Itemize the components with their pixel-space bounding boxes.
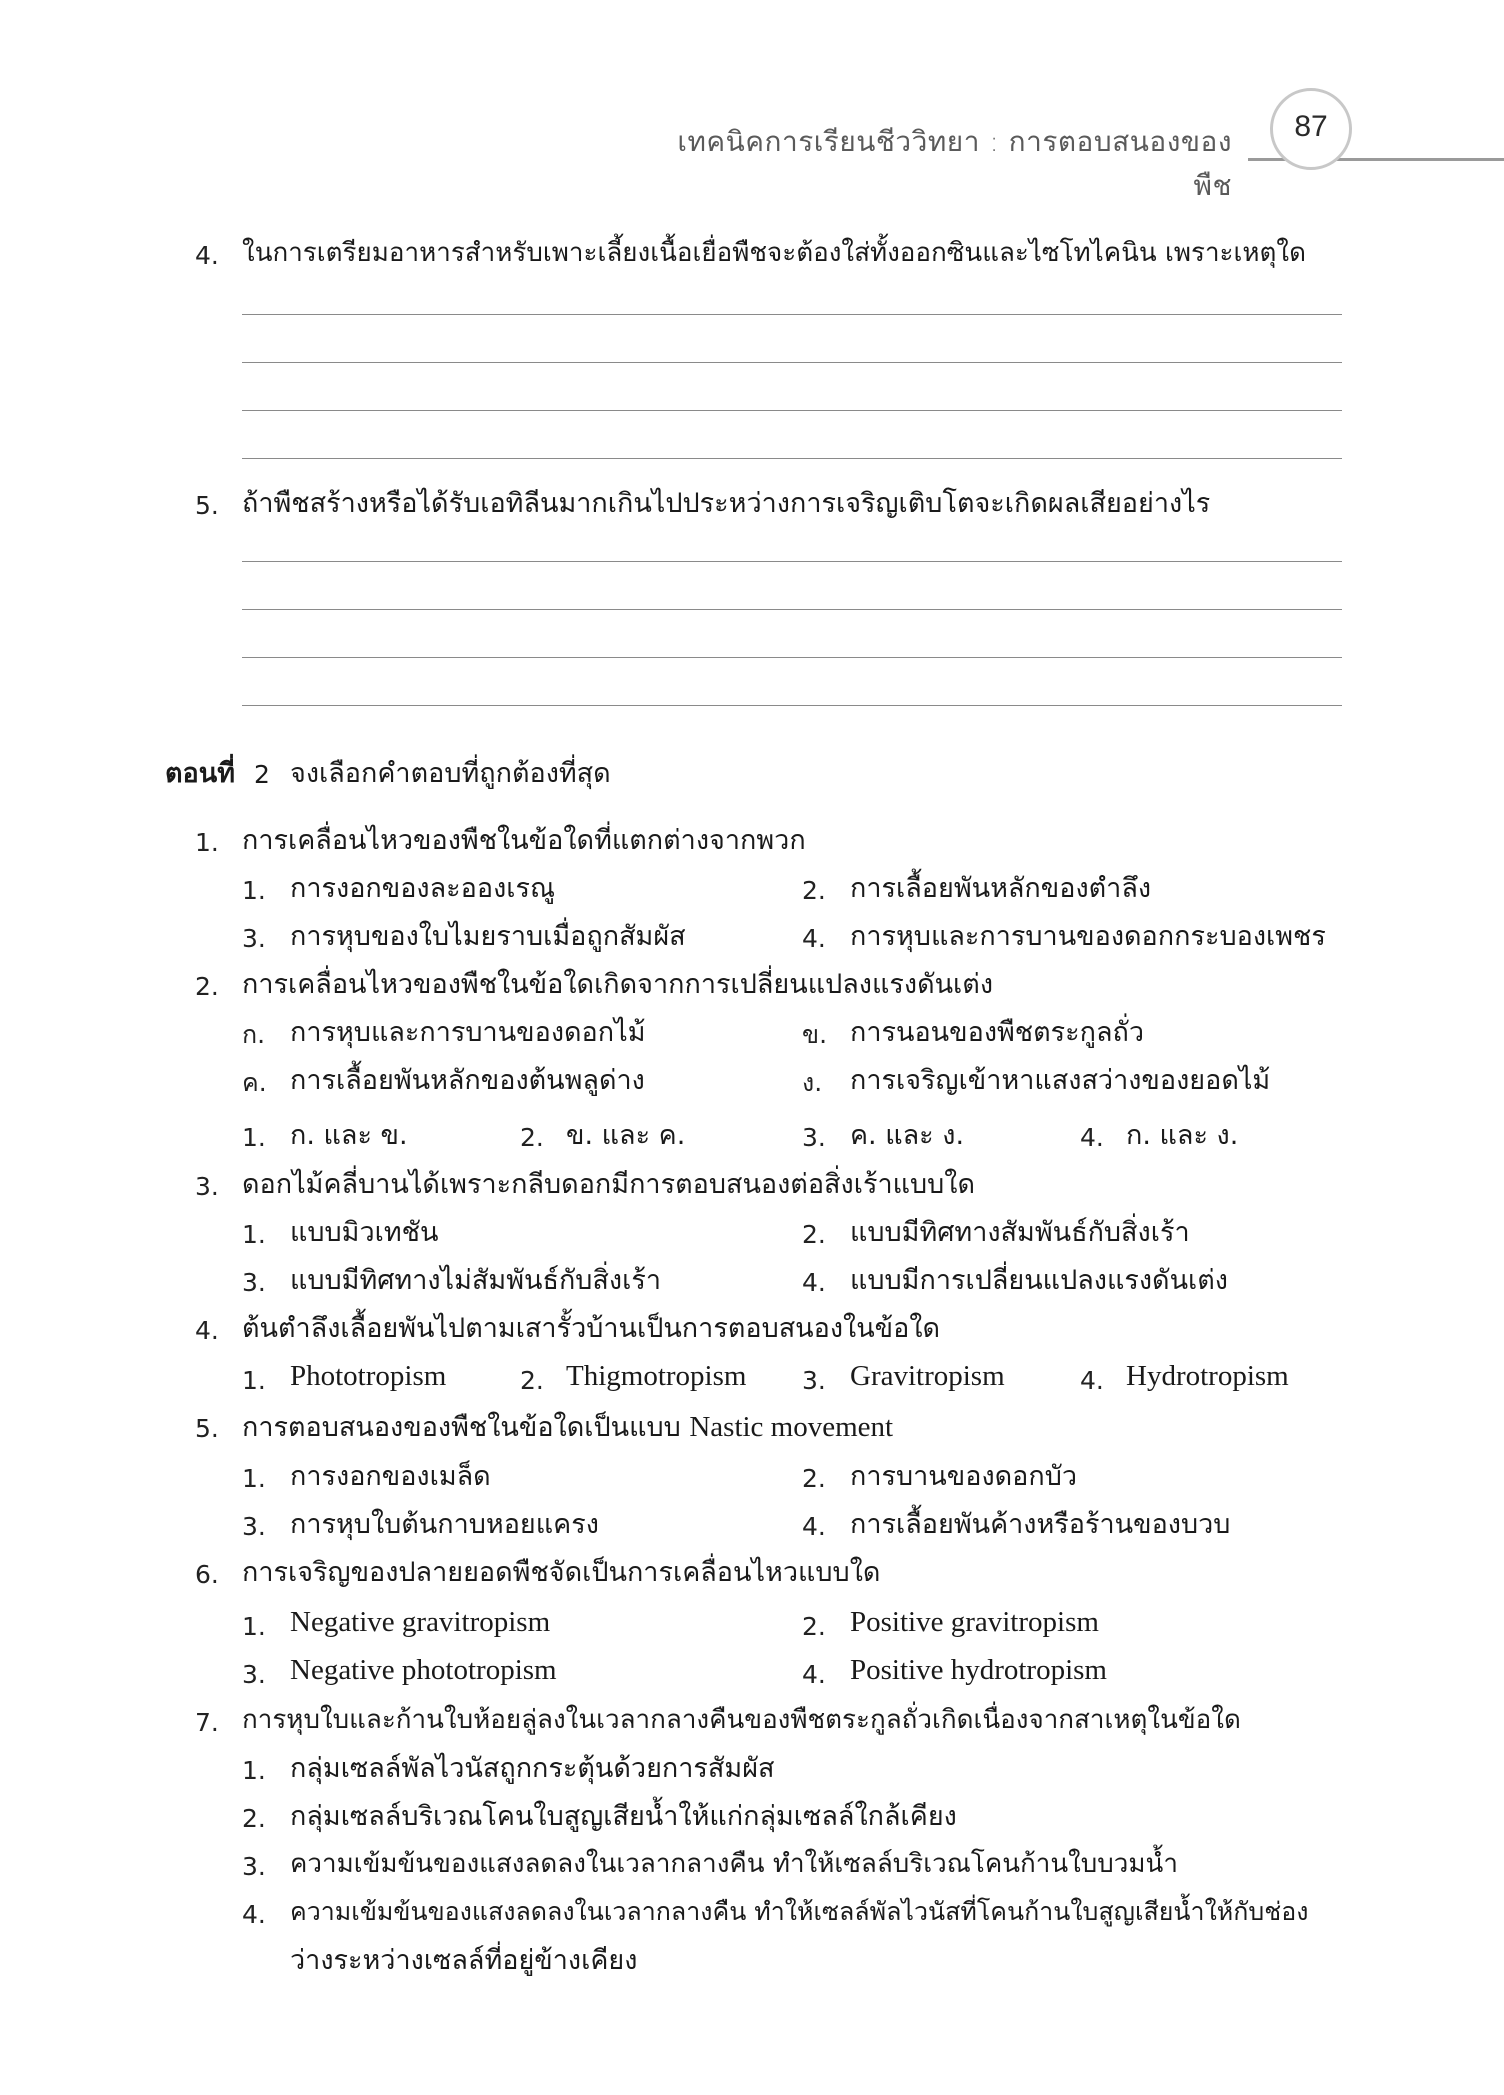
answer-line[interactable] [242,410,1342,411]
choice-number: 3. [802,1366,826,1395]
choice-text[interactable]: Thigmotropism [566,1360,747,1392]
question-number: 5. [195,491,219,520]
statement-label: ข. [802,1020,828,1049]
choice-text[interactable]: Negative phototropism [290,1654,557,1686]
answer-line[interactable] [242,362,1342,363]
choice-number: 3. [802,1123,826,1152]
choice-text[interactable]: ก. และ ง. [1126,1120,1239,1151]
statement-text: การเจริญเข้าหาแสงสว่างของยอดไม้ [850,1065,1271,1096]
choice-text[interactable]: การหุบและการบานของดอกกระบองเพชร [850,921,1326,952]
question-number: 6. [195,1560,219,1589]
choice-text[interactable]: แบบมีการเปลี่ยนแปลงแรงดันเต่ง [850,1265,1228,1296]
answer-line[interactable] [242,657,1342,658]
choice-number: 2. [802,1464,826,1493]
choice-text[interactable]: Gravitropism [850,1360,1005,1392]
choice-text[interactable]: Positive hydrotropism [850,1654,1107,1686]
choice-text[interactable]: การเลื้อยพันค้างหรือร้านของบวบ [850,1509,1231,1540]
page-number: 87 [1294,110,1328,143]
choice-number: 2. [242,1804,266,1833]
question-text: ต้นตำลึงเลื้อยพันไปตามเสารั้วบ้านเป็นการตอบสนองในข้อใด [242,1313,941,1344]
statement-text: การหุบและการบานของดอกไม้ [290,1017,646,1048]
question-number: 4. [195,241,219,270]
choice-text[interactable]: Hydrotropism [1126,1360,1289,1392]
choice-number: 2. [802,1220,826,1249]
choice-number: 4. [242,1900,266,1929]
choice-text[interactable]: การงอกของละอองเรณู [290,873,556,904]
choice-number: 4. [802,1268,826,1297]
answer-line[interactable] [242,561,1342,562]
choice-text[interactable]: ค. และ ง. [850,1120,965,1151]
question-text-th: การตอบสนองของพืชในข้อใดเป็นแบบ [242,1412,681,1443]
choice-number: 4. [802,1660,826,1689]
choice-number: 2. [520,1123,544,1152]
statement-label: ง. [802,1068,823,1097]
choice-text[interactable]: การหุบใบต้นกาบหอยแครง [290,1509,599,1540]
choice-number: 1. [242,1612,266,1641]
choice-number: 4. [1080,1366,1104,1395]
answer-line[interactable] [242,458,1342,459]
question-text: ถ้าพืชสร้างหรือได้รับเอทิลีนมากเกินไปประหว่างการเจริญเติบโตจะเกิดผลเสียอย่างไร [242,488,1211,519]
choice-text[interactable]: Positive gravitropism [850,1606,1099,1638]
choice-number: 2. [802,876,826,905]
choice-number: 3. [242,1660,266,1689]
question-text: การเคลื่อนไหวของพืชในข้อใดเกิดจากการเปลี่ยนแปลงแรงดันเต่ง [242,969,994,1000]
question-number: 2. [195,972,219,1001]
question-number: 3. [195,1172,219,1201]
choice-text[interactable]: กลุ่มเซลล์พัลไวนัสถูกกระตุ้นด้วยการสัมผัส [290,1753,775,1784]
choice-text[interactable]: การงอกของเมล็ด [290,1461,491,1492]
choice-number: 1. [242,1123,266,1152]
question-number: 7. [195,1708,219,1737]
choice-number: 1. [242,1366,266,1395]
question-text: การหุบใบและก้านใบห้อยลู่ลงในเวลากลางคืนของพืชตระกูลถั่วเกิดเนื่องจากสาเหตุในข้อใด [242,1705,1241,1735]
running-header-title: เทคนิคการเรียนชีววิทยา : การตอบสนองของพืช [677,125,1232,202]
choice-text[interactable]: การหุบของใบไมยราบเมื่อถูกสัมผัส [290,921,686,952]
question-text-en: Nastic movement [689,1411,894,1443]
choice-text-continuation[interactable]: ว่างระหว่างเซลล์ที่อยู่ข้างเคียง [290,1945,638,1976]
choice-number: 3. [242,1268,266,1297]
question-number: 1. [195,828,219,857]
choice-text[interactable]: การบานของดอกบัว [850,1461,1078,1492]
choice-text[interactable]: แบบมีทิศทางไม่สัมพันธ์กับสิ่งเร้า [290,1265,661,1296]
statement-text: การเลื้อยพันหลักของต้นพลูด่าง [290,1065,645,1096]
answer-line[interactable] [242,705,1342,706]
choice-number: 3. [242,924,266,953]
choice-text[interactable]: Negative gravitropism [290,1606,551,1638]
question-text: การเคลื่อนไหวของพืชในข้อใดที่แตกต่างจากพวก [242,825,806,856]
choice-text[interactable]: แบบมิวเทชัน [290,1217,439,1248]
question-number: 4. [195,1316,219,1345]
statement-label: ก. [242,1020,266,1049]
choice-text[interactable]: การเลื้อยพันหลักของตำลึง [850,873,1152,904]
choice-text[interactable]: ข. และ ค. [566,1120,686,1151]
choice-number: 1. [242,876,266,905]
section-instruction: จงเลือกคำตอบที่ถูกต้องที่สุด [290,758,611,789]
choice-number: 1. [242,1464,266,1493]
choice-number: 3. [242,1512,266,1541]
section-label: ตอนที่ [165,758,236,789]
choice-number: 2. [802,1612,826,1641]
choice-text[interactable]: ความเข้มข้นของแสงลดลงในเวลากลางคืน ทำให้เซลล์บริเวณโคนก้านใบบวมน้ำ [290,1849,1178,1879]
question-text: การเจริญของปลายยอดพืชจัดเป็นการเคลื่อนไหวแบบใด [242,1557,881,1588]
choice-text[interactable]: Phototropism [290,1360,447,1392]
choice-text[interactable]: กลุ่มเซลล์บริเวณโคนใบสูญเสียน้ำให้แก่กลุ่มเซลล์ใกล้เคียง [290,1801,957,1832]
choice-number: 1. [242,1756,266,1785]
answer-line[interactable] [242,609,1342,610]
question-text [242,1413,893,1442]
section-number: 2 [254,760,270,789]
statement-text: การนอนของพืชตระกูลถั่ว [850,1017,1145,1048]
choice-number: 3. [242,1852,266,1881]
choice-text[interactable]: ความเข้มข้นของแสงลดลงในเวลากลางคืน ทำให้เซลล์พัลไวนัสที่โคนก้านใบสูญเสียน้ำให้กับช่อง [290,1897,1309,1926]
choice-text[interactable]: แบบมีทิศทางสัมพันธ์กับสิ่งเร้า [850,1217,1190,1248]
choice-text[interactable]: ก. และ ข. [290,1120,408,1151]
choice-number: 1. [242,1220,266,1249]
choice-number: 2. [520,1366,544,1395]
choice-number: 4. [1080,1123,1104,1152]
choice-number: 4. [802,924,826,953]
question-text: ในการเตรียมอาหารสำหรับเพาะเลี้ยงเนื้อเยื่อพืชจะต้องใส่ทั้งออกซินและไซโทไคนิน เพราะเหตุใด [242,238,1307,268]
choice-number: 4. [802,1512,826,1541]
statement-label: ค. [242,1068,267,1097]
question-text: ดอกไม้คลี่บานได้เพราะกลีบดอกมีการตอบสนองต่อสิ่งเร้าแบบใด [242,1169,976,1200]
answer-line[interactable] [242,314,1342,315]
question-number: 5. [195,1414,219,1443]
